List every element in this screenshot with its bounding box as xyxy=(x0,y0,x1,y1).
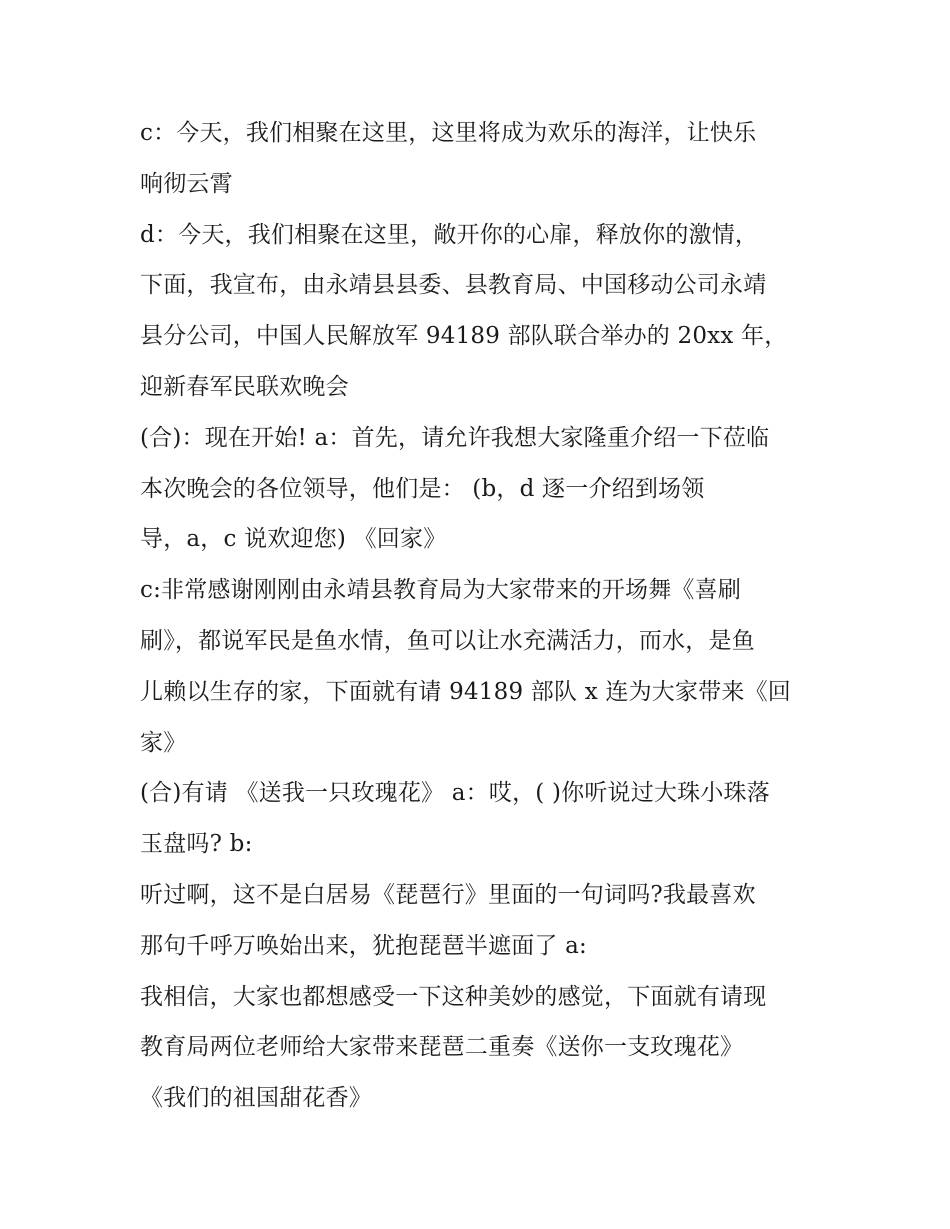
text-line: 响彻云霄 xyxy=(140,170,233,197)
text-line: c：今天，我们相聚在这里，这里将成为欢乐的海洋，让快乐 xyxy=(140,120,757,146)
text-line: 教育局两位老师给大家带来琵琶二重奏《送你一支玫瑰花》 xyxy=(140,1034,744,1061)
text-line: c:非常感谢刚刚由永靖县教育局为大家带来的开场舞《喜刷 xyxy=(140,577,742,604)
text-line: 迎新春军民联欢晚会 xyxy=(140,373,349,400)
text-line: (合)：现在开始! a：首先，请允许我想大家隆重介绍一下莅临 xyxy=(140,424,770,451)
text-line: d：今天，我们相聚在这里，敞开你的心扉，释放你的激情， xyxy=(140,221,759,248)
text-line: 县分公司，中国人民解放军 94189 部队联合举办的 20xx 年， xyxy=(140,323,788,350)
text-line: 玉盘吗? b: xyxy=(140,831,253,858)
document-body xyxy=(140,108,820,1124)
text-line: 家》 xyxy=(140,729,187,756)
text-line: 我相信，大家也都想感受一下这种美妙的感觉，下面就有请现 xyxy=(140,983,767,1010)
text-line: 本次晚会的各位领导，他们是： (b，d 逐一介绍到场领 xyxy=(140,475,705,502)
text-line: 那句千呼万唤始出来，犹抱琵琶半遮面了 a: xyxy=(140,932,587,959)
text-line: 儿赖以生存的家，下面就有请 94189 部队 x 连为大家带来《回 xyxy=(140,678,791,705)
text-line: 听过啊，这不是白居易《琵琶行》里面的一句词吗?我最喜欢 xyxy=(140,881,756,908)
text-line: (合)有请 《送我一只玫瑰花》 a：哎，( )你听说过大珠小珠落 xyxy=(140,780,770,807)
text-line: 下面，我宣布，由永靖县县委、县教育局、中国移动公司永靖 xyxy=(140,272,767,299)
text-line: 《我们的祖国甜花香》 xyxy=(140,1085,372,1112)
text-line: 导，a，c 说欢迎您) 《回家》 xyxy=(140,526,447,553)
text-line: 刷》，都说军民是鱼水情，鱼可以让水充满活力，而水，是鱼 xyxy=(140,627,755,654)
